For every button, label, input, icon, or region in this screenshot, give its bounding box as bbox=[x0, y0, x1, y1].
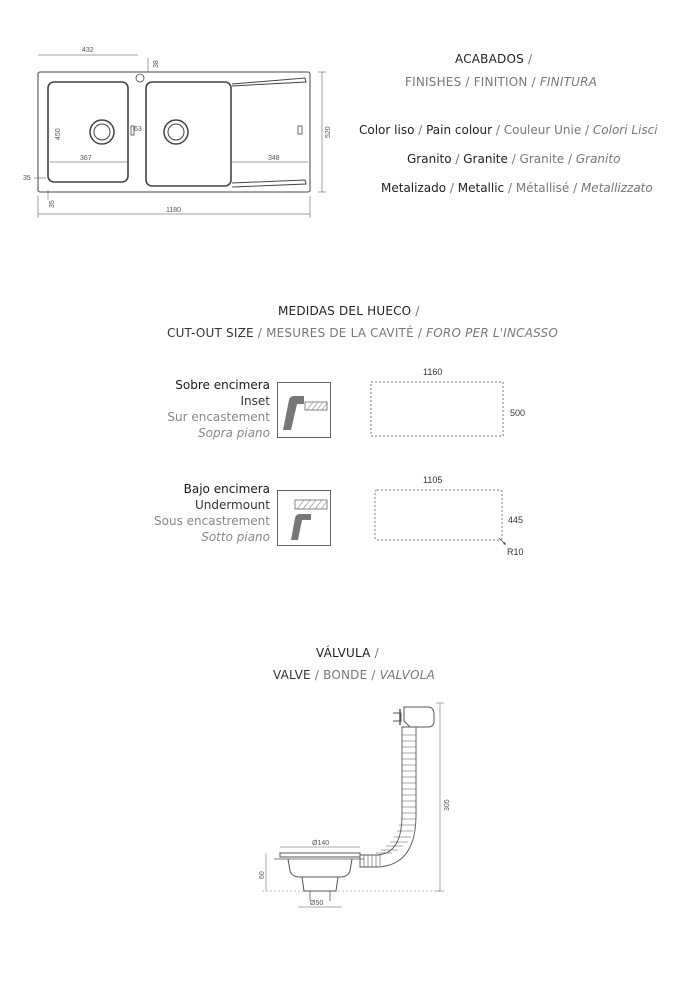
sink-outline bbox=[38, 72, 310, 192]
cutout-title: MEDIDAS DEL HUECO / bbox=[278, 304, 420, 318]
finishes-title: ACABADOS / bbox=[455, 52, 533, 66]
finish-row-plain: Color liso / Pain colour / Couleur Unie / Colori Lisci bbox=[359, 123, 658, 137]
sink-plan-drawing bbox=[0, 0, 340, 225]
finish-row-metallic: Metalizado / Metallic / Métallisé / Metallizzato bbox=[381, 181, 653, 195]
inset-labels: Sobre encimera Inset Sur encastement Sopra piano bbox=[167, 378, 270, 440]
undermount-cutout-outline bbox=[373, 488, 507, 548]
dim-1180: 1180 bbox=[166, 207, 182, 214]
undermount-radius: R10 bbox=[507, 547, 524, 557]
dim-450: 450 bbox=[55, 128, 62, 140]
dim-520: 520 bbox=[325, 126, 332, 138]
valve-subtitle: VALVE / BONDE / VALVOLA bbox=[273, 668, 436, 682]
finish-row-granite: Granito / Granite / Granite / Granito bbox=[407, 152, 621, 166]
undermount-icon bbox=[277, 490, 331, 546]
dim-35-left: 35 bbox=[23, 175, 31, 182]
valve-title: VÁLVULA / bbox=[316, 646, 379, 660]
inset-width: 1160 bbox=[423, 367, 443, 377]
dim-367: 367 bbox=[80, 155, 92, 162]
valve-dim-305: 305 bbox=[444, 799, 451, 811]
valve-drawing bbox=[250, 695, 460, 915]
cutout-subtitle: CUT-OUT SIZE / MESURES DE LA CAVITÉ / FORO PER L'INCASSO bbox=[167, 326, 559, 340]
dim-35-bottom: 35 bbox=[49, 200, 56, 208]
valve-dim-140: Ø140 bbox=[312, 840, 330, 847]
inset-cutout-outline bbox=[370, 380, 504, 438]
inset-height: 500 bbox=[510, 408, 526, 418]
dim-348: 348 bbox=[268, 155, 280, 162]
tap-hole bbox=[136, 74, 144, 82]
inset-icon bbox=[277, 382, 331, 438]
dim-38: 38 bbox=[153, 60, 160, 68]
valve-dim-50: Ø50 bbox=[310, 900, 324, 907]
dim-63: 63 bbox=[134, 126, 142, 133]
dim-432: 432 bbox=[82, 47, 94, 54]
undermount-labels: Bajo encimera Undermount Sous encastrement Sotto piano bbox=[154, 482, 270, 544]
valve-dim-60: 60 bbox=[259, 871, 266, 879]
finishes-subtitle: FINISHES / FINITION / FINITURA bbox=[405, 75, 598, 89]
undermount-height: 445 bbox=[508, 515, 524, 525]
undermount-width: 1105 bbox=[423, 475, 443, 485]
